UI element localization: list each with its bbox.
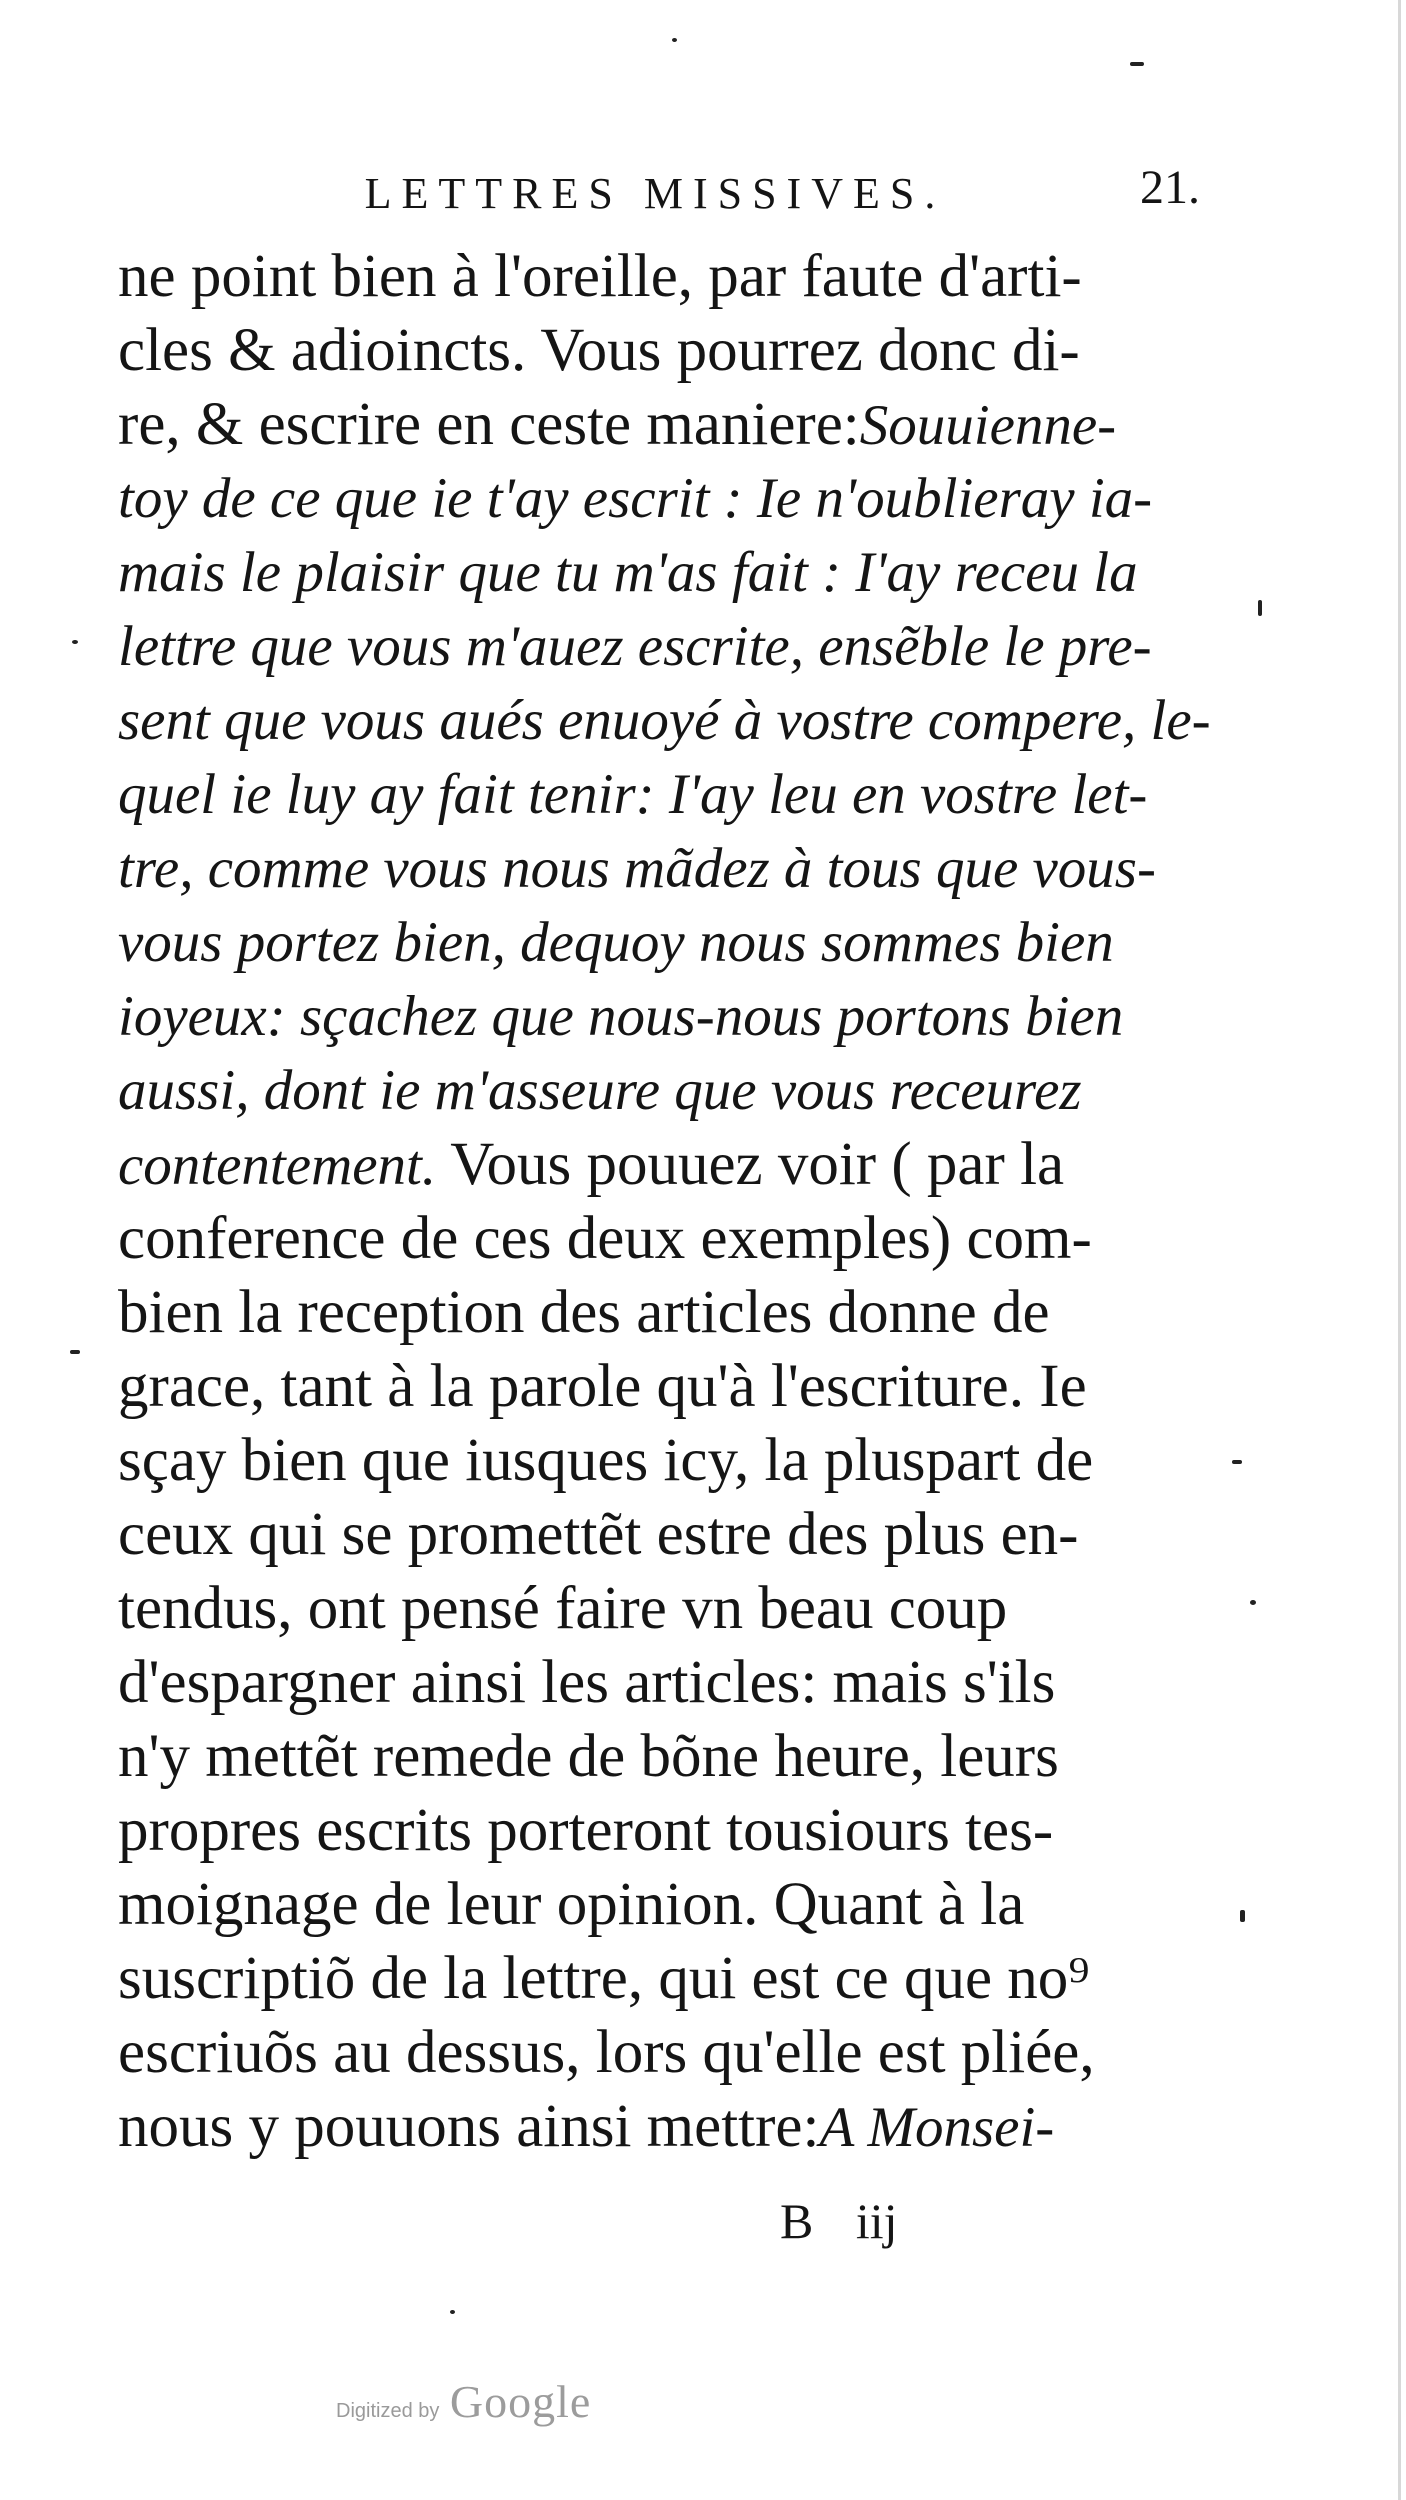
- running-head: LETTRES MISSIVES.: [364, 169, 946, 218]
- text-line: grace, tant à la parole qu'à l'escriture. Ie: [118, 1353, 1087, 1420]
- italic-line: mais le plaisir que tu m'as fait : I'ay receu la: [118, 541, 1138, 604]
- italic-line: sent que vous aués enuoyé à vostre compere, le-: [118, 689, 1211, 752]
- italic-line: quel ie luy ay fait tenir: I'ay leu en vostre let-: [118, 763, 1148, 826]
- italic-run: contentement.: [118, 1134, 437, 1197]
- text-line: conference de ces deux exemples) com-: [118, 1205, 1092, 1272]
- scan-speck: [1250, 1600, 1256, 1605]
- body-text: [118, 240, 1238, 2164]
- italic-line: ioyeux: sçachez que nous-nous portons bien: [118, 985, 1124, 1048]
- text-line: n'y mettẽt remede de bõne heure, leurs: [118, 1723, 1059, 1790]
- page-edge: [1398, 0, 1401, 2500]
- text-line: contentement. Vous pouuez voir ( par la: [118, 1131, 1065, 1198]
- text-line: bien la reception des articles donne de: [118, 1279, 1050, 1346]
- text-line: nous y pouuons ainsi mettre:A Monsei-: [118, 2093, 1055, 2160]
- digitized-by-label: Digitized by: [336, 2400, 440, 2422]
- scan-speck: [1130, 62, 1144, 66]
- scan-speck: [450, 2310, 455, 2314]
- scan-speck: [1240, 1910, 1245, 1922]
- italic-line: lettre que vous m'auez escrite, ensẽble le pre-: [118, 615, 1152, 678]
- italic-line: aussi, dont ie m'asseure que vous receurez: [118, 1059, 1082, 1122]
- scan-speck: [1258, 600, 1262, 616]
- scan-speck: [72, 640, 78, 644]
- scan-speck: [70, 1350, 80, 1354]
- signature-mark: B iij: [780, 2193, 898, 2249]
- scan-speck: [1232, 1460, 1242, 1464]
- digitized-watermark: [336, 2375, 591, 2428]
- text-line: tendus, ont pensé faire vn beau coup: [118, 1575, 1008, 1642]
- text-line: ne point bien à l'oreille, par faute d'arti-: [118, 243, 1082, 310]
- italic-run: Souuienne-: [859, 394, 1117, 457]
- page-number: 21.: [1140, 161, 1200, 214]
- scan-speck: [672, 38, 677, 42]
- text-line: d'espargner ainsi les articles: mais s'ils: [118, 1649, 1056, 1716]
- italic-line: tre, comme vous nous mãdez à tous que vous-: [118, 837, 1156, 900]
- text-line: ceux qui se promettẽt estre des plus en-: [118, 1501, 1079, 1568]
- text-line: suscriptiõ de la lettre, qui est ce que no⁹: [118, 1945, 1090, 2012]
- italic-run: A Monsei-: [819, 2096, 1055, 2159]
- text-line: re, & escrire en ceste maniere:Souuienne-: [118, 391, 1117, 458]
- text-line: cles & adioincts. Vous pourrez donc di-: [118, 317, 1080, 384]
- text-line: sçay bien que iusques icy, la pluspart de: [118, 1427, 1094, 1494]
- text-line: moignage de leur opinion. Quant à la: [118, 1871, 1025, 1938]
- italic-line: toy de ce que ie t'ay escrit : Ie n'oublieray ia-: [118, 467, 1153, 530]
- italic-line: vous portez bien, dequoy nous sommes bien: [118, 911, 1114, 974]
- text-line: propres escrits porteront tousiours tes-: [118, 1797, 1054, 1864]
- google-logo: Google: [449, 2376, 592, 2427]
- text-line: escriuõs au dessus, lors qu'elle est pliée,: [118, 2019, 1095, 2086]
